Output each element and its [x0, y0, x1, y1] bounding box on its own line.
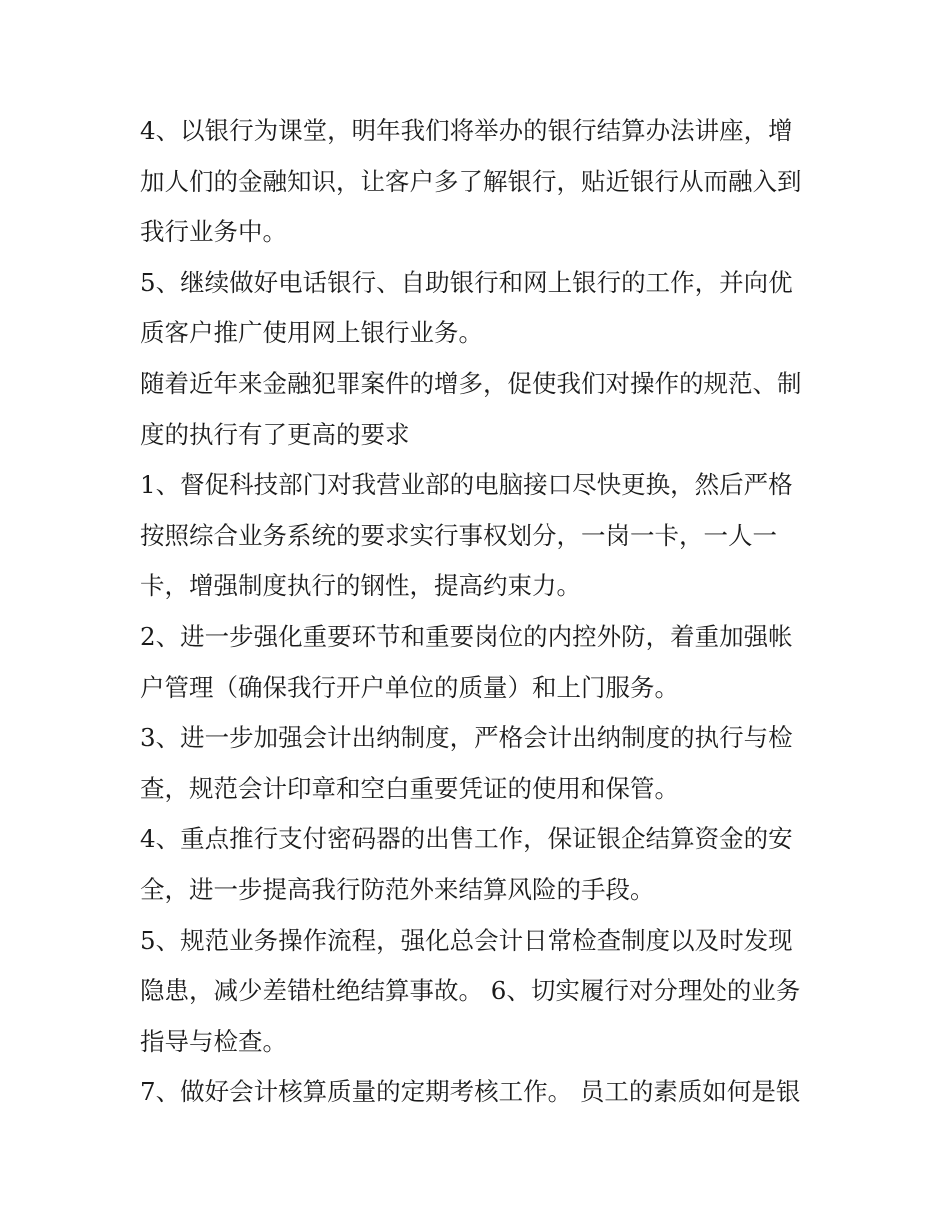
- text-line: 5、规范业务操作流程，强化总会计日常检查制度以及时发现: [140, 925, 793, 955]
- text-line: 3、进一步加强会计出纳制度，严格会计出纳制度的执行与检: [140, 723, 793, 753]
- text-line: 加人们的金融知识，让客户多了解银行，贴近银行从而融入到: [140, 166, 802, 196]
- text-line: 查，规范会计印章和空白重要凭证的使用和保管。: [140, 773, 679, 803]
- text-line: 隐患，减少差错杜绝结算事故。 6、切实履行对分理处的业务: [140, 976, 801, 1006]
- text-line: 7、做好会计核算质量的定期考核工作。 员工的素质如何是银: [140, 1077, 801, 1107]
- text-line: 度的执行有了更高的要求: [140, 419, 410, 449]
- text-line: 指导与检查。: [140, 1026, 287, 1056]
- text-line: 户管理（确保我行开户单位的质量）和上门服务。: [140, 672, 679, 702]
- text-line: 2、进一步强化重要环节和重要岗位的内控外防，着重加强帐: [140, 621, 793, 651]
- text-line: 卡，增强制度执行的钢性，提高约束力。: [140, 571, 581, 601]
- text-line: 随着近年来金融犯罪案件的增多，促使我们对操作的规范、制: [140, 368, 802, 398]
- document-body: [140, 106, 830, 1118]
- text-line: 4、以银行为课堂，明年我们将举办的银行结算办法讲座，增: [140, 116, 793, 145]
- text-line: 5、继续做好电话银行、自助银行和网上银行的工作，并向优: [140, 267, 793, 297]
- text-line: 4、重点推行支付密码器的出售工作，保证银企结算资金的安: [140, 824, 793, 854]
- text-line: 全，进一步提高我行防范外来结算风险的手段。: [140, 874, 655, 904]
- text-line: 按照综合业务系统的要求实行事权划分，一岗一卡，一人一: [140, 520, 777, 550]
- text-line: 质客户推广使用网上银行业务。: [140, 318, 483, 348]
- text-line: 我行业务中。: [140, 217, 287, 247]
- text-line: 1、督促科技部门对我营业部的电脑接口尽快更换，然后严格: [140, 470, 793, 500]
